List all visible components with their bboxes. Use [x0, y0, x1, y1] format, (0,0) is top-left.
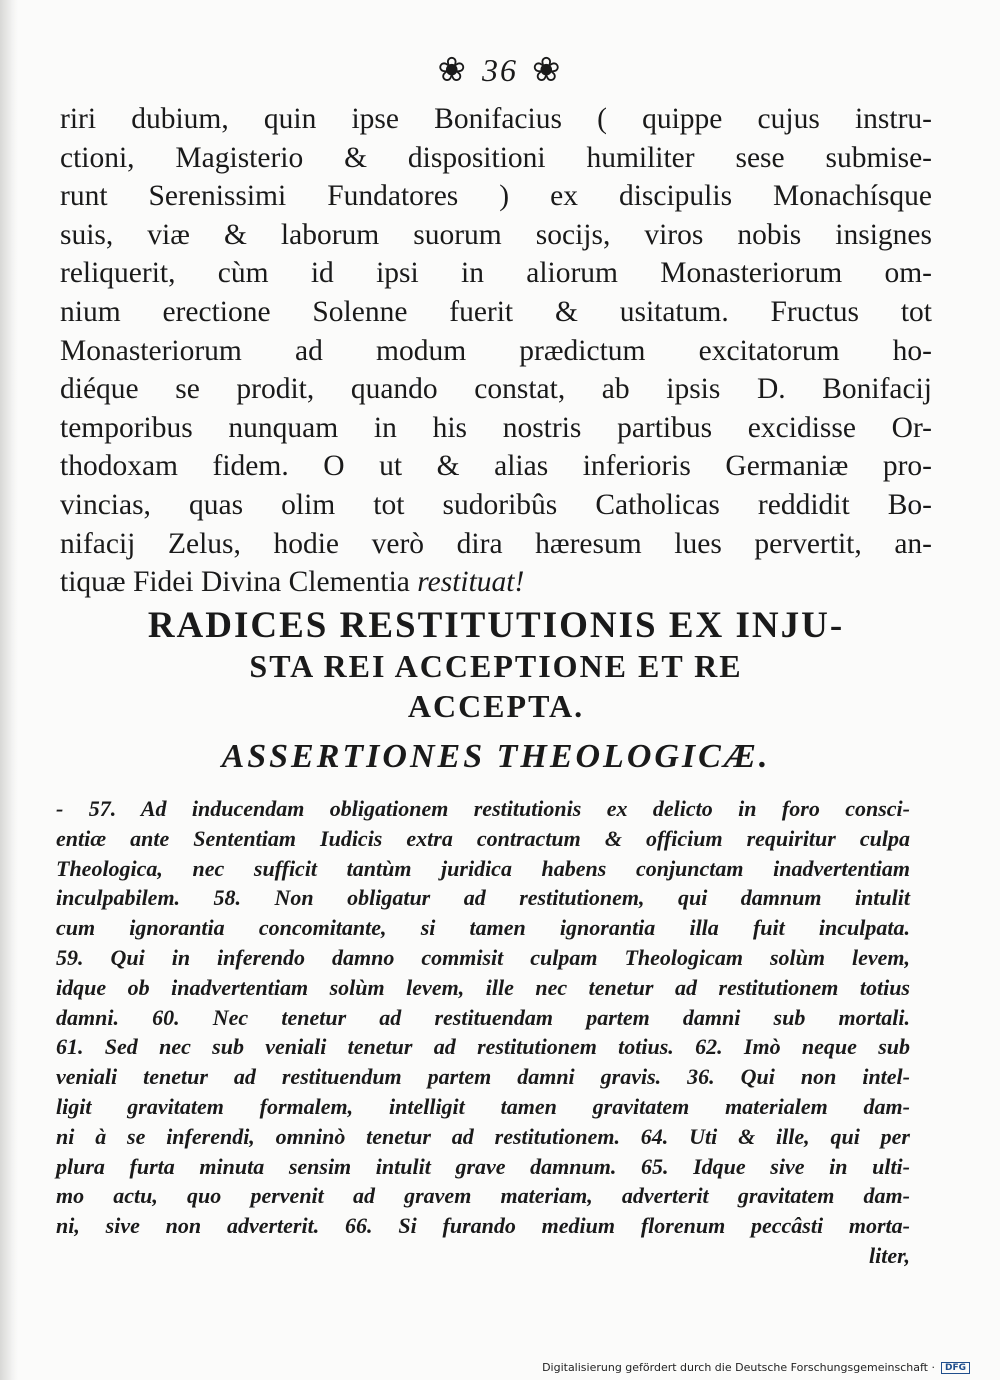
page-header — [0, 52, 1000, 89]
body-line: nium erectione Solenne fuerit & usitatum. Fructus tot — [60, 295, 932, 328]
page-spine-shadow — [0, 0, 18, 1380]
assertion-line: cum ignorantia concomitante, si tamen ignorantia illa fuit inculpata. — [56, 915, 910, 941]
assertions-block — [56, 794, 910, 1271]
body-line: thodoxam fidem. O ut & alias inferioris Germaniæ pro- — [60, 450, 932, 483]
body-line: ctioni, Magisterio & dispositioni humiliter sese submise- — [60, 141, 932, 174]
body-line: vincias, quas olim tot sudoribûs Catholicas reddidit Bo- — [60, 488, 932, 521]
assertion-line: Theologica, nec sufficit tantùm juridica habens conjunctam inadvertentiam — [56, 855, 910, 881]
assertion-line: ni à se inferendi, omninò tenetur ad restitutionem. 64. Uti & ille, qui per — [56, 1123, 910, 1149]
heading-line-2: STA REI ACCEPTIONE ET RE — [249, 648, 743, 684]
body-line: temporibus nunquam in his nostris partibus excidisse Or- — [60, 411, 932, 444]
body-last-line — [60, 563, 932, 602]
assertion-line: veniali tenetur ad restituendum partem damni gravis. 36. Qui non intel- — [56, 1064, 910, 1090]
assertion-line: idque ob inadvertentiam solùm levem, ille nec tenetur ad restitutionem totius — [56, 974, 910, 1000]
assertion-line: 61. Sed nec sub veniali tenetur ad restitutionem totius. 62. Imò neque sub — [56, 1034, 910, 1060]
flower-ornament-icon: ❀ — [437, 51, 468, 89]
assertion-line: ligit gravitatem formalem, intelligit tamen gravitatem materialem dam- — [56, 1093, 910, 1119]
footer-text: Digitalisierung gefördert durch die Deutsche Forschungsgemeinschaft · — [542, 1361, 935, 1374]
body-line: runt Serenissimi Fundatores ) ex discipulis Monachísque — [60, 180, 932, 213]
body-line: riri dubium, quin ipse Bonifacius ( quippe cujus instru- — [60, 103, 932, 135]
section-heading — [60, 606, 932, 726]
assertion-line: entiæ ante Sententiam Iudicis extra contractum & officium requiritur culpa — [56, 825, 910, 851]
body-line: Monasteriorum ad modum prædictum excitatorum ho- — [60, 334, 932, 367]
assertion-line: 59. Qui in inferendo damno commisit culpam Theologicam solùm levem, — [56, 944, 910, 970]
body-line: diéque se prodit, quando constat, ab ipsis D. Bonifacij — [60, 373, 932, 406]
dfg-logo: DFG — [941, 1362, 970, 1374]
heading-line-1: RADICES RESTITUTIONIS EX INJU- — [147, 605, 845, 646]
page-number: 36 — [482, 52, 518, 88]
assertion-line: plura furta minuta sensim intulit grave damnum. 65. Idque sive in ulti- — [56, 1153, 910, 1179]
assertion-line: inculpabilem. 58. Non obligatur ad restitutionem, qui damnum intulit — [56, 885, 910, 911]
assertion-last-line: liter, — [869, 1242, 910, 1268]
flower-ornament-icon: ❀ — [532, 51, 563, 89]
digitization-footer — [542, 1361, 970, 1374]
body-line: nifacij Zelus, hodie verò dira hæresum lues pervertit, an- — [60, 527, 932, 560]
assertion-line: ni, sive non adverterit. 66. Si furando medium florenum peccâsti morta- — [56, 1213, 910, 1239]
assertion-line: mo actu, quo pervenit ad gravem materiam, adverterit gravitatem dam- — [56, 1183, 910, 1209]
body-line: suis, viæ & laborum suorum socijs, viros nobis insignes — [60, 218, 932, 251]
body-paragraph — [60, 100, 932, 602]
body-last-italic: restituat! — [417, 566, 525, 599]
section-subheading: ASSERTIONES THEOLOGICÆ. — [221, 738, 771, 775]
body-line: reliquerit, cùm id ipsi in aliorum Monasteriorum om- — [60, 257, 932, 290]
body-last-text: tiquæ Fidei Divina Clementia — [60, 566, 410, 599]
assertion-line: damni. 60. Nec tenetur ad restituendam partem damni sub mortali. — [56, 1004, 910, 1030]
assertion-line: - 57. Ad inducendam obligationem restitutionis ex delicto in foro consci- — [56, 796, 910, 821]
heading-line-3: ACCEPTA. — [407, 688, 585, 724]
